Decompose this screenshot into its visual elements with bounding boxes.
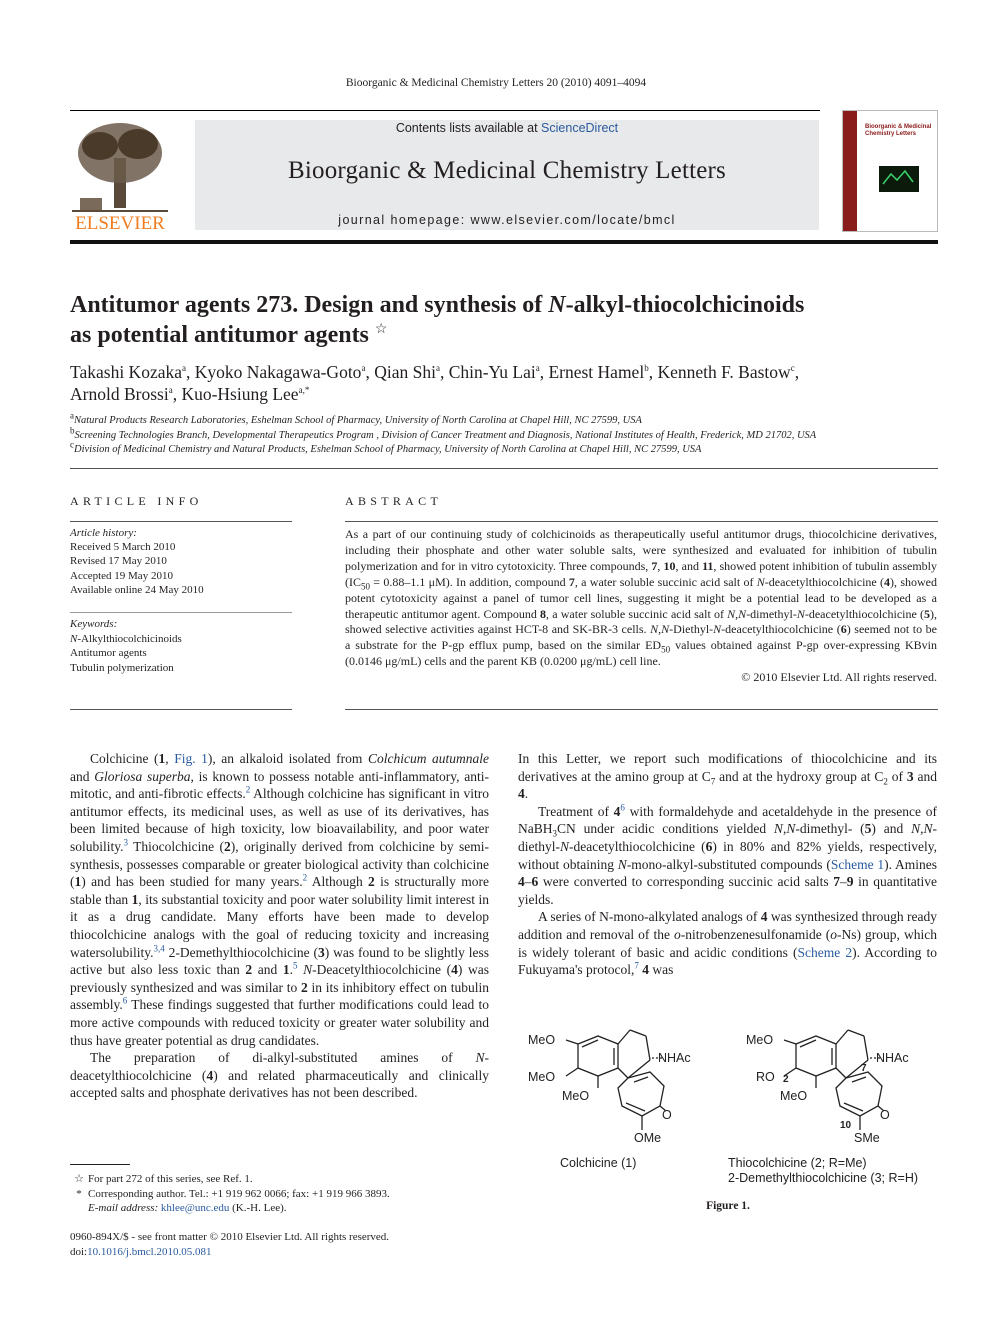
author: Qian Shi$^a$,	[374, 362, 449, 382]
affiliation: $^c$Division of Medicinal Chemistry and Natural Products, Eshelman School of Pharmacy, University of North Carolina at Chapel Hill, NC 27599, USA	[70, 439, 702, 455]
figure-link[interactable]: Fig. 1	[174, 751, 208, 766]
figure-caption: Figure 1.	[706, 1200, 750, 1212]
body-column-left: Colchicine (1, Fig. 1), an alkaloid isolated from Colchicum autumnale and Gloriosa superba, is known to possess notable anti-inflammatory, anti-mitotic, and anti-fibrotic effects.$^2$ Although colchicine has significant in vitro antitumor effects, its medicinal uses, as well as use of its derivatives, has been limited because of high toxicity, low bioavailability, and poor water solubility.$^3$ Thiocolchicine (2), originally derived from colchicine by semi-synthesis, possesses comparable or greater biological activity than colchicine (1) and has been studied for many years.$^2$ Although 2 is structurally more stable than 1, its substantial toxicity and poor water solubility limit interest in it as a drug candidate. Many efforts have been made to develop thiocolchicine analogs with the goal of reducing toxicity and increasing watersolubility.$^{3,4}$ 2-Demethylthiocolchicine (3) was found to be slightly less active but also less toxic than 2 and 1.$^5$ N-Deacetylthiocolchicine (4) was previously synthesized and was similar to 2 in its inhibitory effect on tubulin assembly.$^6$ These findings suggested that further modifications could lead to more active compounds with reduced toxicity or greater water solubility and thus have greater potential as drug candidates. The preparation of di-alkyl-substituted amines of N-deacetylthiocolchicine (4) and related pharmaceutically and clinically accepted salts and phosphate derivatives has not been described.	[70, 751, 490, 1101]
journal-homepage: journal homepage: www.elsevier.com/locate/bmcl	[338, 213, 676, 227]
nhac-label: NHAc	[658, 1051, 691, 1065]
author: Kyoko Nakagawa-Goto$^a$,	[194, 362, 375, 382]
divider	[345, 709, 938, 710]
meo-label: MeO	[562, 1089, 590, 1103]
c7-label: 7	[861, 1063, 867, 1074]
affiliations	[70, 410, 940, 458]
header-rule	[70, 110, 820, 111]
journal-name: Bioorganic & Medicinal Chemistry Letters	[287, 157, 726, 184]
footnote-corresponding: * Corresponding author. Tel.: +1 919 962 0066; fax: +1 919 966 3893.	[76, 1187, 390, 1200]
keyword: N-Alkylthiocolchicinoids	[70, 632, 182, 645]
abstract-heading: ABSTRACT	[345, 494, 443, 508]
thiocolchicine-structure	[784, 1030, 884, 1130]
author-list	[70, 361, 940, 405]
nhac-label: NHAc	[876, 1051, 909, 1065]
keywords: Keywords: N-Alkylthiocolchicinoids Antitumor agents Tubulin polymerization	[70, 617, 292, 675]
sme-label: SMe	[854, 1131, 880, 1145]
meo-label: MeO	[780, 1089, 808, 1103]
affiliation-rule	[70, 468, 938, 469]
cover-spine	[843, 111, 857, 231]
affiliation: $^b$Screening Technologies Branch, Developmental Therapeutics Program , Division of Cancer Treatment and Diagnosis, National Institutes of Health, Frederick, MD 21702, USA	[70, 425, 817, 441]
thiocolchicine-label: Thiocolchicine (2; R=Me)	[728, 1156, 867, 1170]
header-thick-rule	[70, 240, 938, 244]
author: Chin-Yu Lai$^a$,	[448, 362, 549, 382]
author-email-link[interactable]: khlee@unc.edu	[160, 1202, 230, 1214]
figure-1-structures	[518, 1020, 938, 1195]
author: Kuo-Hsiung Lee$^{a,*}$	[181, 384, 310, 404]
journal-cover-thumbnail[interactable]	[842, 110, 938, 232]
o-label: O	[880, 1108, 890, 1122]
imprint: 0960-894X/$ - see front matter © 2010 Elsevier Ltd. All rights reserved. doi:10.1016/j.bmcl.2010.05.081	[70, 1231, 390, 1258]
journal-citation: Bioorganic & Medicinal Chemistry Letters 20 (2010) 4091–4094	[345, 77, 647, 89]
elsevier-logo[interactable]	[70, 118, 170, 234]
footnote-email: E-mail address: khlee@unc.edu (K.-H. Lee).	[88, 1202, 287, 1214]
demethylthiocolchicine-label: 2-Demethylthiocolchicine (3; R=H)	[728, 1171, 919, 1185]
divider	[70, 709, 292, 710]
body-column-right: In this Letter, we report such modifications of thiocolchicine and its derivatives at the amino group at $C_7$ and at the hydroxy group at $C_2$ of 3 and 4. Treatment of $4^6$ with formaldehyde and acetaldehyde in the presence of NaBH$_3$CN under acidic conditions yielded N,N-dimethyl- (5) and N,N-diethyl-N-deacetylthiocolchicine (6) in 80% and 82% yields, respectively, without obtaining N-mono-alkyl-substituted compounds (Scheme 1). Amines 4–6 were converted to corresponding succinic acid salts 7–9 in quantitative yields. A series of N-mono-alkylated analogs of 4 was synthesized through ready addition and removal of the o-nitrobenzenesulfonamide (o-Ns) group, which is widely tolerant of basic and acidic conditions (Scheme 2). According to Fukuyama's protocol,$^7$ 4 was	[518, 751, 938, 978]
c2-label: 2	[783, 1074, 789, 1085]
author: Ernest Hamel$^b$,	[548, 362, 658, 382]
cover-title: Bioorganic & Medicinal Chemistry Letters	[865, 124, 932, 137]
divider	[70, 521, 292, 522]
copyright: © 2010 Elsevier Ltd. All rights reserved.	[741, 670, 937, 685]
c10-label: 10	[840, 1120, 852, 1131]
elsevier-wordmark: ELSEVIER	[75, 213, 165, 234]
meo-label: MeO	[746, 1033, 774, 1047]
meo-label: MeO	[528, 1033, 556, 1047]
scheme-link[interactable]: Scheme 1	[830, 856, 885, 872]
article-history: Article history: Received 5 March 2010 Revised 17 May 2010 Accepted 19 May 2010 Available online 24 May 2010	[70, 527, 204, 596]
keyword: Antitumor agents	[70, 647, 147, 659]
journal-banner	[195, 120, 819, 230]
footnotes	[70, 1172, 490, 1216]
ome-label: OMe	[634, 1131, 662, 1145]
divider	[70, 612, 292, 613]
meo-label: MeO	[528, 1070, 556, 1084]
elsevier-tree-icon	[70, 118, 170, 234]
article-title: Antitumor agents 273. Design and synthesis of N-alkyl-thiocolchicinoids as potential antitumor agents ☆	[70, 292, 805, 348]
affiliation: $^a$Natural Products Research Laboratories, Eshelman School of Pharmacy, University of North Carolina at Chapel Hill, NC 27599, USA	[70, 410, 642, 426]
title-footnote-star[interactable]: ☆	[374, 322, 388, 337]
sciencedirect-link[interactable]: ScienceDirect	[541, 121, 619, 135]
homepage-url[interactable]: www.elsevier.com/locate/bmcl	[470, 213, 676, 227]
colchicine-label: Colchicine (1)	[560, 1156, 637, 1170]
colchicine-structure	[566, 1030, 666, 1130]
article-info-heading: ARTICLE INFO	[70, 494, 203, 508]
cover-image	[879, 166, 919, 192]
scheme-link[interactable]: Scheme 2	[797, 944, 853, 960]
doi-link[interactable]: 10.1016/j.bmcl.2010.05.081	[87, 1245, 212, 1258]
ro-label: RO	[756, 1070, 775, 1084]
footnote-rule	[70, 1164, 130, 1165]
keyword: Tubulin polymerization	[70, 661, 174, 674]
divider	[345, 521, 938, 522]
abstract-text: As a part of our continuing study of colchicinoids as therapeutically useful antitumor drugs, thiocolchicine derivatives, including their phosphate and other water soluble salts, were synthesized and evaluated for inhibition of tubulin polymerization and for in vitro cytotoxicity. Three compounds, 7, 10, and 11, showed potent inhibition of tubulin assembly ($IC_{50} = 0.88-1.1$ μM). In addition, compound 7, a water soluble succinic acid salt of N-deacetylthiocolchicine (4), showed potent cytotoxicity against a panel of tumor cell lines, suggesting it might be a potential lead to be developed as a therapeutic antitumor agent. Compound 8, a water soluble succinic acid salt of N,N-dimethyl-N-deacetylthiocolchicine (5), showed selective activities against HCT-8 and SK-BR-3 cells. N,N-Diethyl-N-deacetylthiocolchicine (6) seemed not to be a substrate for the P-gp efflux pump, based on the similar $ED_{50}$ values obtained against P-gp over-expressing KBvin (0.0146 μg/mL) cells and the parent KB (0.0200 μg/mL) cell line. © 2010 Elsevier Ltd. All rights reserved.	[345, 527, 938, 685]
author: Takashi Kozaka$^a$,	[70, 362, 195, 382]
author: Kenneth F. Bastow$^c$,	[657, 362, 800, 382]
contents-line: Contents lists available at ScienceDirect	[395, 121, 619, 135]
author: Arnold Brossi$^a$,	[70, 384, 182, 404]
o-label: O	[662, 1108, 672, 1122]
footnote-star: ☆ For part 272 of this series, see Ref. 1.	[74, 1173, 253, 1185]
